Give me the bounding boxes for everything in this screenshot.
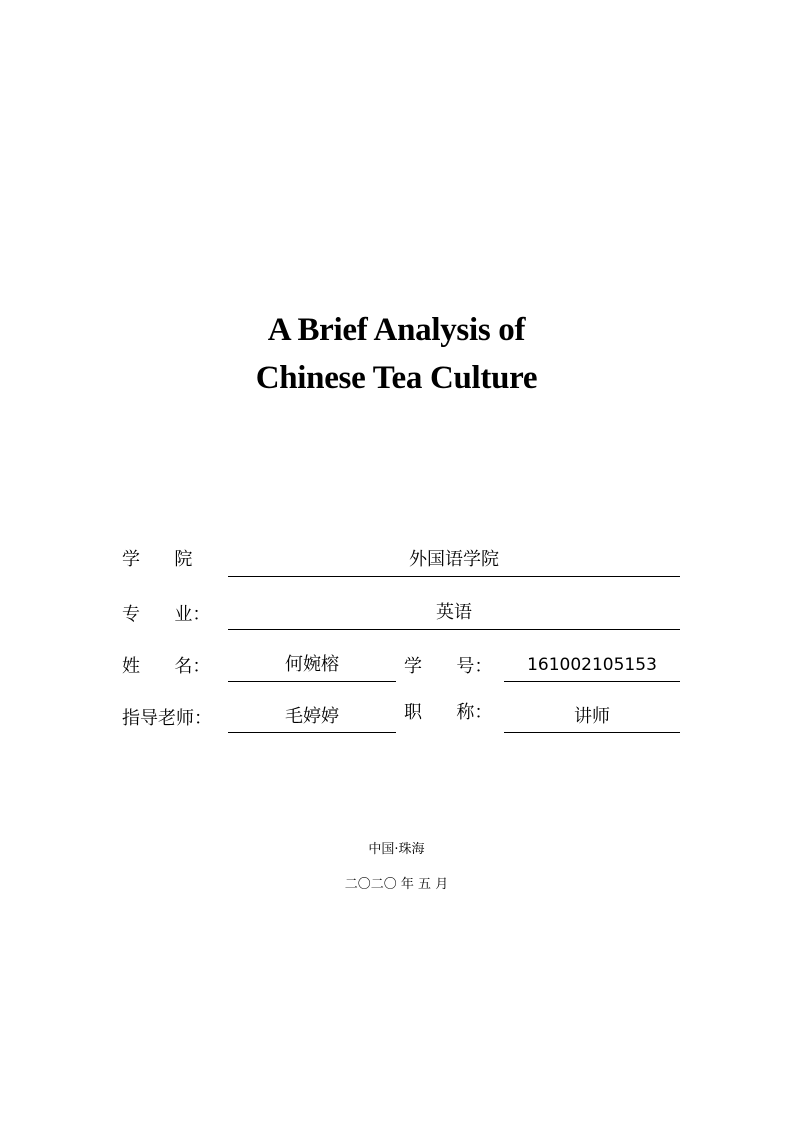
advisor-value: 毛婷婷 [285,706,339,727]
major-value: 英语 [436,602,472,623]
major-underline [228,629,680,630]
college-value: 外国语学院 [409,549,499,570]
student-id-underline [504,681,680,682]
major-label: 专 业： [122,604,211,625]
student-id-label: 学 号： [404,656,493,677]
advisor-label: 指导老师： [122,708,212,729]
student-id-value: 161002105153 [527,655,657,675]
college-underline [228,576,680,577]
advisor-underline [228,732,396,733]
student-name-label: 姓 名： [122,656,211,677]
academic-title-value: 讲师 [574,706,610,727]
thesis-title-line-2: Chinese Tea Culture [255,360,538,396]
student-name-value: 何婉榕 [285,654,339,675]
academic-title-underline [504,732,680,733]
thesis-title-line-1: A Brief Analysis of [267,312,526,348]
date-text: 二〇二〇 年 五 月 [344,877,449,892]
academic-title-label: 职 称： [404,702,493,723]
student-name-underline [228,681,396,682]
location-text: 中国·珠海 [368,842,425,857]
college-label: 学 院 [122,549,193,570]
